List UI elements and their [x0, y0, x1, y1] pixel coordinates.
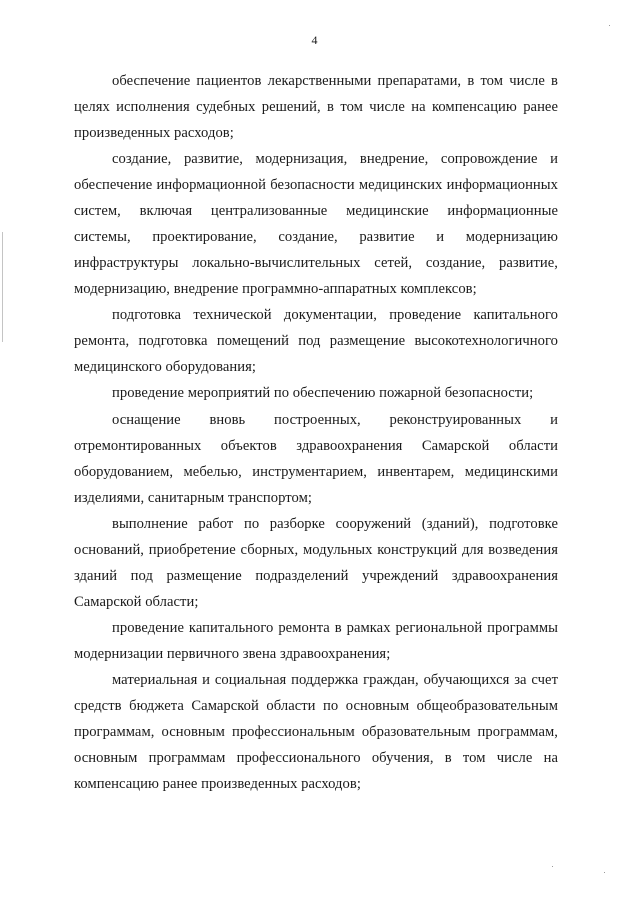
paragraph-fire-safety: проведение мероприятий по обеспечению пожарной безопасности; [112, 385, 534, 402]
paragraph-social-support: материальная и социальная поддержка граждан, обучающихся за счет средств бюджета Самарской области по основным общеобразовательным программам, основным профессиональным образовательным программам, основным программам профессионального обучения, в том числе на компенсацию ранее произведенных расходов; [74, 672, 558, 792]
paragraph-medicine-supply: обеспечение пациентов лекарственными препаратами, в том числе в целях исполнения судебных решений, в том числе на компенсацию ранее произведенных расходов; [74, 73, 558, 141]
scan-speck [552, 866, 553, 867]
paragraph-information-systems: создание, развитие, модернизация, внедрение, сопровождение и обеспечение информационной безопасности медицинских информационных систем, включая централизованные медицинские информационные системы, проектирование, создание, развитие и модернизацию инфраструктуры локально-вычислительных сетей, создание, развитие, модернизацию, внедрение программно-аппаратных комплексов; [74, 151, 558, 297]
paragraph-construction-works: выполнение работ по разборке сооружений (зданий), подготовке оснований, приобретение сборных, модульных конструкций для возведения зданий под размещение подразделений учреждений здравоохранения Самарской области; [74, 515, 558, 610]
page-number: 4 [311, 33, 318, 47]
scan-speck [604, 872, 605, 873]
paragraph-capital-repair: проведение капитального ремонта в рамках региональной программы модернизации первичного звена здравоохранения; [74, 620, 558, 662]
document-body [74, 69, 558, 798]
scan-speck [609, 25, 610, 26]
paragraph-technical-documentation: подготовка технической документации, проведение капитального ремонта, подготовка помещений под размещение высокотехнологичного медицинского оборудования; [74, 307, 558, 375]
paragraph-equipment: оснащение вновь построенных, реконструированных и отремонтированных объектов здравоохранения Самарской области оборудованием, мебелью, инструментарием, инвентарем, медицинскими изделиями, санитарным транспортом; [74, 411, 558, 506]
scan-edge-mark [2, 232, 3, 342]
